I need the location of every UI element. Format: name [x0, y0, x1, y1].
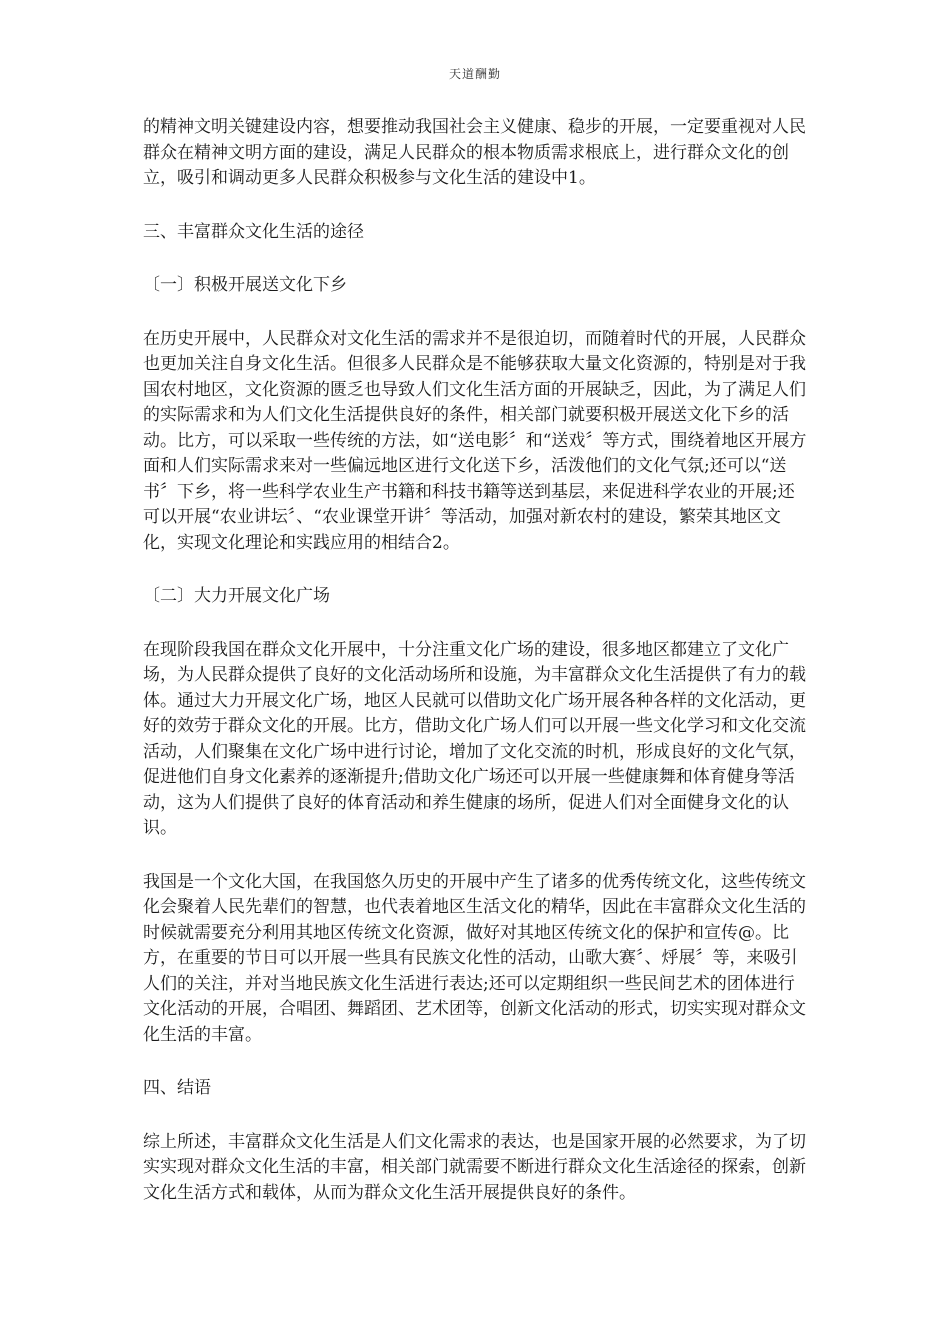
paragraph-culture-square: 在现阶段我国在群众文化开展中，十分注重文化广场的建设，很多地区都建立了文化广场，为人民群众提供了良好的文化活动场所和设施，为丰富群众文化生活提供了有力的载体。通过大力开展文化广场，地区人民就可以借助文化广场开展各种各样的文化活动，更好的效劳于群众文化的开展。比方，借助文化广场人们可以开展一些文化学习和文化交流活动，人们聚集在文化广场中进行讨论，增加了文化交流的时机，形成良好的文化气氛，促进他们自身文化素养的逐渐提升;借助文化广场还可以开展一些健康舞和体育健身等活动，这为人们提供了良好的体育活动和养生健康的场所，促进人们对全面健身文化的认识。 [143, 639, 806, 838]
page-header: 天道酬勤 [448, 67, 501, 81]
paragraph-traditional-culture: 我国是一个文化大国，在我国悠久历史的开展中产生了诸多的优秀传统文化，这些传统文化会聚着人民先辈们的智慧，也代表着地区生活文化的精华，因此在丰富群众文化生活的时候就需要充分利用其地区传统文化资源，做好对其地区传统文化的保护和宣传@。比方，在重要的节日可以开展一些具有民族文化性的活动，山歌大赛〞、烀展〞等，来吸引人们的关注，并对当地民族文化生活进行表达;还可以定期组织一些民间艺术的团体进行文化活动的开展，合唱团、舞蹈团、艺术团等，创新文化活动的形式，切实实现对群众文化生活的丰富。 [143, 871, 806, 1045]
subsection-heading-1: 〔一〕积极开展送文化下乡 [143, 275, 347, 295]
subsection-heading-2: 〔二〕大力开展文化广场 [143, 586, 330, 606]
paragraph-send-culture: 在历史开展中，人民群众对文化生活的需求并不是很迫切，而随着时代的开展，人民群众也更加关注自身文化生活。但很多人民群众是不能够获取大量文化资源的，特别是对于我国农村地区，文化资源的匮乏也导致人们文化生活方面的开展缺乏，因此，为了满足人们的实际需求和为人们文化生活提供良好的条件，相关部门就要积极开展送文化下乡的活动。比方，可以采取一些传统的方法，如“送电影〞和“送戏〞等方式，围绕着地区开展方面和人们实际需求来对一些偏远地区进行文化送下乡，活泼他们的文化气氛;还可以“送书〞下乡，将一些科学农业生产书籍和科技书籍等送到基层，来促进科学农业的开展;还可以开展“农业讲坛〞、“农业课堂开讲〞等活动，加强对新农村的建设，繁荣其地区文化，实现文化理论和实践应用的相结合2。 [143, 328, 807, 553]
paragraph-conclusion: 综上所述，丰富群众文化生活是人们文化需求的表达，也是国家开展的必然要求，为了切实实现对群众文化生活的丰富，相关部门就需要不断进行群众文化生活途径的探索，创新文化生活方式和载体，从而为群众文化生活开展提供良好的条件。 [143, 1131, 806, 1203]
paragraph-intro-continued: 的精神文明关键建设内容，想要推动我国社会主义健康、稳步的开展，一定要重视对人民群众在精神文明方面的建设，满足人民群众的根本物质需求根底上，进行群众文化的创立，吸引和调动更多人民群众积极参与文化生活的建设中1。 [143, 117, 806, 188]
section-heading-4: 四、结语 [143, 1078, 211, 1098]
document-body [143, 115, 807, 1234]
section-heading-3: 三、丰富群众文化生活的途径 [143, 221, 364, 242]
